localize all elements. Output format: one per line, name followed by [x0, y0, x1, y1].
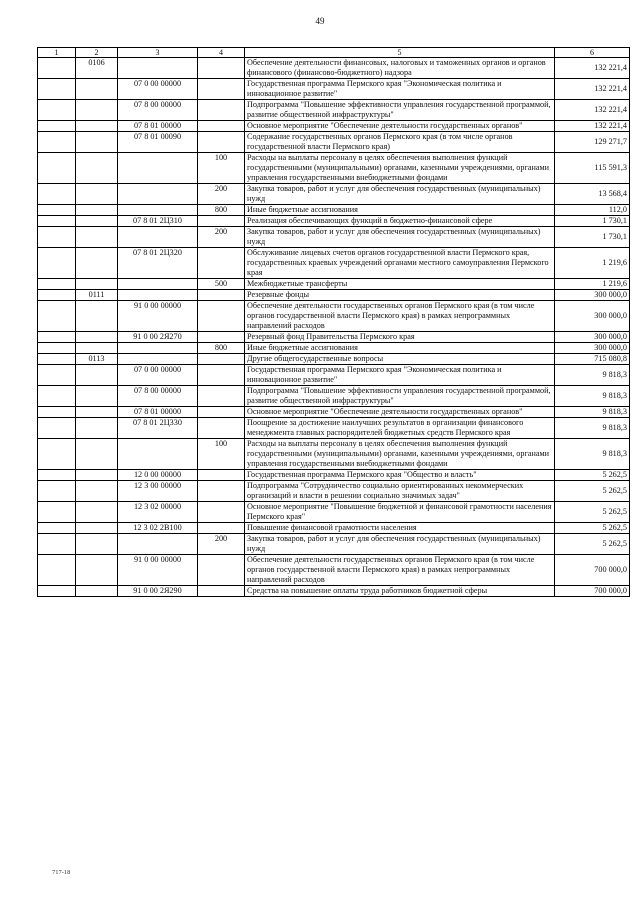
- target-article-cell: 07 8 01 2Ц320: [118, 248, 198, 279]
- ministry-code-cell: [38, 332, 76, 343]
- expense-type-cell: [198, 248, 245, 279]
- item-name-cell: Обеспечение деятельности государственных органов Пермского края (в том числе органов государственной власти Пермского края) в рамках непрограммных направлений расходов: [245, 301, 555, 332]
- amount-cell: 1 219,6: [555, 279, 630, 290]
- expense-type-cell: [198, 132, 245, 153]
- section-code-cell: [76, 279, 118, 290]
- item-name-cell: Обеспечение деятельности финансовых, налоговых и таможенных органов и органов финансового (финансово-бюджетного) надзора: [245, 58, 555, 79]
- table-row: [38, 555, 630, 586]
- amount-cell: 132 221,4: [555, 79, 630, 100]
- section-code-cell: [76, 121, 118, 132]
- table-row: [38, 205, 630, 216]
- table-row: [38, 216, 630, 227]
- amount-cell: 9 818,3: [555, 439, 630, 470]
- table-header-row: [38, 48, 630, 58]
- amount-cell: 112,0: [555, 205, 630, 216]
- table-row: [38, 502, 630, 523]
- target-article-cell: 07 8 00 00000: [118, 100, 198, 121]
- amount-cell: 715 080,8: [555, 354, 630, 365]
- target-article-cell: 91 0 00 2Я290: [118, 586, 198, 597]
- target-article-cell: [118, 279, 198, 290]
- item-name-cell: Подпрограмма "Повышение эффективности управления государственной программой, развитие общественной инфраструктуры": [245, 100, 555, 121]
- expense-type-cell: [198, 100, 245, 121]
- table-row: [38, 58, 630, 79]
- section-code-cell: [76, 534, 118, 555]
- page-number: 49: [315, 16, 325, 26]
- target-article-cell: 07 8 01 00090: [118, 132, 198, 153]
- section-code-cell: [76, 184, 118, 205]
- item-name-cell: Обеспечение деятельности государственных органов Пермского края (в том числе органов государственной власти Пермского края) в рамках непрограммных направлений расходов: [245, 555, 555, 586]
- section-code-cell: [76, 439, 118, 470]
- item-name-cell: Обслуживание лицевых счетов органов государственной власти Пермского края, государственных краевых учреждений органами местного самоуправления Пермского края: [245, 248, 555, 279]
- column-header-4: 4: [198, 48, 245, 58]
- expense-type-cell: 500: [198, 279, 245, 290]
- expense-type-cell: [198, 290, 245, 301]
- section-code-cell: [76, 365, 118, 386]
- amount-cell: 132 221,4: [555, 121, 630, 132]
- table-row: [38, 365, 630, 386]
- amount-cell: 9 818,3: [555, 386, 630, 407]
- table-row: [38, 586, 630, 597]
- target-article-cell: 12 3 02 00000: [118, 502, 198, 523]
- expense-type-cell: [198, 58, 245, 79]
- table-row: [38, 470, 630, 481]
- amount-cell: 700 000,0: [555, 586, 630, 597]
- amount-cell: 5 262,5: [555, 502, 630, 523]
- item-name-cell: Подпрограмма "Сотрудничество социально ориентированных некоммерческих организаций и власти в решении социально значимых задач": [245, 481, 555, 502]
- ministry-code-cell: [38, 58, 76, 79]
- expense-type-cell: [198, 523, 245, 534]
- expense-type-cell: [198, 365, 245, 386]
- item-name-cell: Основное мероприятие "Обеспечение деятельности государственных органов": [245, 407, 555, 418]
- amount-cell: 300 000,0: [555, 332, 630, 343]
- expense-type-cell: [198, 386, 245, 407]
- item-name-cell: Основное мероприятие "Повышение бюджетной и финансовой грамотности населения Пермского края": [245, 502, 555, 523]
- target-article-cell: 91 0 00 00000: [118, 301, 198, 332]
- ministry-code-cell: [38, 121, 76, 132]
- table-row: [38, 407, 630, 418]
- ministry-code-cell: [38, 555, 76, 586]
- ministry-code-cell: [38, 418, 76, 439]
- target-article-cell: 07 8 01 00000: [118, 407, 198, 418]
- budget-table: [37, 47, 630, 597]
- expense-type-cell: [198, 79, 245, 100]
- amount-cell: 1 730,1: [555, 227, 630, 248]
- expense-type-cell: 800: [198, 343, 245, 354]
- section-code-cell: [76, 586, 118, 597]
- amount-cell: 1 730,1: [555, 216, 630, 227]
- ministry-code-cell: [38, 470, 76, 481]
- column-header-3: 3: [118, 48, 198, 58]
- item-name-cell: Средства на повышение оплаты труда работников бюджетной сферы: [245, 586, 555, 597]
- ministry-code-cell: [38, 481, 76, 502]
- ministry-code-cell: [38, 205, 76, 216]
- table-row: [38, 301, 630, 332]
- amount-cell: 5 262,5: [555, 534, 630, 555]
- item-name-cell: Расходы на выплаты персоналу в целях обеспечения выполнения функций государственными (муниципальными) органами, казенными учреждениями, органами управления государственными внебюджетными фондами: [245, 153, 555, 184]
- ministry-code-cell: [38, 523, 76, 534]
- section-code-cell: [76, 205, 118, 216]
- amount-cell: 129 271,7: [555, 132, 630, 153]
- target-article-cell: 07 8 00 00000: [118, 386, 198, 407]
- target-article-cell: [118, 290, 198, 301]
- target-article-cell: [118, 205, 198, 216]
- ministry-code-cell: [38, 386, 76, 407]
- ministry-code-cell: [38, 79, 76, 100]
- section-code-cell: [76, 227, 118, 248]
- target-article-cell: 07 0 00 00000: [118, 365, 198, 386]
- target-article-cell: 91 0 00 2Я270: [118, 332, 198, 343]
- ministry-code-cell: [38, 586, 76, 597]
- item-name-cell: Содержание государственных органов Пермского края (в том числе органов государственной власти Пермского края): [245, 132, 555, 153]
- expense-type-cell: [198, 121, 245, 132]
- ministry-code-cell: [38, 227, 76, 248]
- section-code-cell: [76, 418, 118, 439]
- target-article-cell: [118, 227, 198, 248]
- expense-type-cell: [198, 332, 245, 343]
- table-row: [38, 290, 630, 301]
- item-name-cell: Иные бюджетные ассигнования: [245, 343, 555, 354]
- item-name-cell: Иные бюджетные ассигнования: [245, 205, 555, 216]
- table-row: [38, 439, 630, 470]
- ministry-code-cell: [38, 301, 76, 332]
- amount-cell: 700 000,0: [555, 555, 630, 586]
- ministry-code-cell: [38, 290, 76, 301]
- item-name-cell: Резервный фонд Правительства Пермского края: [245, 332, 555, 343]
- amount-cell: 9 818,3: [555, 365, 630, 386]
- section-code-cell: 0113: [76, 354, 118, 365]
- expense-type-cell: [198, 586, 245, 597]
- section-code-cell: [76, 301, 118, 332]
- expense-type-cell: 100: [198, 439, 245, 470]
- table-row: [38, 343, 630, 354]
- amount-cell: 5 262,5: [555, 470, 630, 481]
- section-code-cell: [76, 79, 118, 100]
- ministry-code-cell: [38, 407, 76, 418]
- target-article-cell: [118, 534, 198, 555]
- item-name-cell: Повышение финансовой грамотности населения: [245, 523, 555, 534]
- amount-cell: 1 219,6: [555, 248, 630, 279]
- table-row: [38, 100, 630, 121]
- section-code-cell: [76, 216, 118, 227]
- item-name-cell: Закупка товаров, работ и услуг для обеспечения государственных (муниципальных) нужд: [245, 184, 555, 205]
- ministry-code-cell: [38, 132, 76, 153]
- expense-type-cell: [198, 301, 245, 332]
- ministry-code-cell: [38, 153, 76, 184]
- item-name-cell: Резервные фонды: [245, 290, 555, 301]
- expense-type-cell: 200: [198, 534, 245, 555]
- amount-cell: 132 221,4: [555, 58, 630, 79]
- item-name-cell: Государственная программа Пермского края "Экономическая политика и инновационное развитие": [245, 365, 555, 386]
- amount-cell: 300 000,0: [555, 290, 630, 301]
- target-article-cell: [118, 439, 198, 470]
- expense-type-cell: [198, 407, 245, 418]
- ministry-code-cell: [38, 248, 76, 279]
- column-header-6: 6: [555, 48, 630, 58]
- expense-type-cell: 800: [198, 205, 245, 216]
- target-article-cell: [118, 354, 198, 365]
- ministry-code-cell: [38, 343, 76, 354]
- section-code-cell: [76, 555, 118, 586]
- section-code-cell: [76, 523, 118, 534]
- section-code-cell: [76, 481, 118, 502]
- section-code-cell: [76, 248, 118, 279]
- section-code-cell: [76, 386, 118, 407]
- section-code-cell: [76, 343, 118, 354]
- item-name-cell: Поощрение за достижение наилучших результатов в организации финансового менеджмента главных распорядителей бюджетных средств Пермского края: [245, 418, 555, 439]
- amount-cell: 5 262,5: [555, 523, 630, 534]
- expense-type-cell: [198, 470, 245, 481]
- item-name-cell: Основное мероприятие "Обеспечение деятельности государственных органов": [245, 121, 555, 132]
- expense-type-cell: [198, 502, 245, 523]
- ministry-code-cell: [38, 100, 76, 121]
- target-article-cell: [118, 58, 198, 79]
- expense-type-cell: [198, 216, 245, 227]
- item-name-cell: Государственная программа Пермского края "Общество и власть": [245, 470, 555, 481]
- table-row: [38, 227, 630, 248]
- section-code-cell: [76, 153, 118, 184]
- section-code-cell: [76, 332, 118, 343]
- amount-cell: 132 221,4: [555, 100, 630, 121]
- amount-cell: 5 262,5: [555, 481, 630, 502]
- amount-cell: 300 000,0: [555, 301, 630, 332]
- column-header-1: 1: [38, 48, 76, 58]
- ministry-code-cell: [38, 439, 76, 470]
- section-code-cell: 0106: [76, 58, 118, 79]
- amount-cell: 13 568,4: [555, 184, 630, 205]
- section-code-cell: 0111: [76, 290, 118, 301]
- target-article-cell: 07 8 01 2Ц330: [118, 418, 198, 439]
- target-article-cell: 12 0 00 00000: [118, 470, 198, 481]
- item-name-cell: Закупка товаров, работ и услуг для обеспечения государственных (муниципальных) нужд: [245, 534, 555, 555]
- expense-type-cell: [198, 555, 245, 586]
- target-article-cell: [118, 184, 198, 205]
- item-name-cell: Реализация обеспечивающих функций в бюджетно-финансовой сфере: [245, 216, 555, 227]
- expense-type-cell: [198, 354, 245, 365]
- table-row: [38, 523, 630, 534]
- target-article-cell: 91 0 00 00000: [118, 555, 198, 586]
- expense-type-cell: 200: [198, 227, 245, 248]
- section-code-cell: [76, 407, 118, 418]
- table-row: [38, 534, 630, 555]
- item-name-cell: Другие общегосударственные вопросы: [245, 354, 555, 365]
- table-row: [38, 184, 630, 205]
- target-article-cell: 07 8 01 2Ц310: [118, 216, 198, 227]
- ministry-code-cell: [38, 502, 76, 523]
- section-code-cell: [76, 502, 118, 523]
- section-code-cell: [76, 470, 118, 481]
- target-article-cell: [118, 343, 198, 354]
- table-row: [38, 481, 630, 502]
- ministry-code-cell: [38, 365, 76, 386]
- table-row: [38, 153, 630, 184]
- table-row: [38, 132, 630, 153]
- table-row: [38, 79, 630, 100]
- expense-type-cell: 200: [198, 184, 245, 205]
- ministry-code-cell: [38, 534, 76, 555]
- amount-cell: 115 591,3: [555, 153, 630, 184]
- table-row: [38, 386, 630, 407]
- item-name-cell: Подпрограмма "Повышение эффективности управления государственной программой, развитие общественной инфраструктуры": [245, 386, 555, 407]
- target-article-cell: 12 3 02 2В100: [118, 523, 198, 534]
- section-code-cell: [76, 132, 118, 153]
- expense-type-cell: [198, 481, 245, 502]
- item-name-cell: Расходы на выплаты персоналу в целях обеспечения выполнения функций государственными (муниципальными) органами, казенными учреждениями, органами управления государственными внебюджетными фондами: [245, 439, 555, 470]
- expense-type-cell: 100: [198, 153, 245, 184]
- ministry-code-cell: [38, 279, 76, 290]
- column-header-5: 5: [245, 48, 555, 58]
- table-row: [38, 248, 630, 279]
- target-article-cell: 12 3 00 00000: [118, 481, 198, 502]
- section-code-cell: [76, 100, 118, 121]
- ministry-code-cell: [38, 216, 76, 227]
- column-header-2: 2: [76, 48, 118, 58]
- table-row: [38, 354, 630, 365]
- ministry-code-cell: [38, 354, 76, 365]
- table-row: [38, 121, 630, 132]
- target-article-cell: 07 8 01 00000: [118, 121, 198, 132]
- item-name-cell: Закупка товаров, работ и услуг для обеспечения государственных (муниципальных) нужд: [245, 227, 555, 248]
- table-row: [38, 332, 630, 343]
- amount-cell: 300 000,0: [555, 343, 630, 354]
- footer-code: 717-18: [52, 869, 71, 876]
- ministry-code-cell: [38, 184, 76, 205]
- amount-cell: 9 818,3: [555, 407, 630, 418]
- item-name-cell: Государственная программа Пермского края "Экономическая политика и инновационное развитие": [245, 79, 555, 100]
- item-name-cell: Межбюджетные трансферты: [245, 279, 555, 290]
- target-article-cell: 07 0 00 00000: [118, 79, 198, 100]
- table-row: [38, 279, 630, 290]
- table-row: [38, 418, 630, 439]
- target-article-cell: [118, 153, 198, 184]
- amount-cell: 9 818,3: [555, 418, 630, 439]
- expense-type-cell: [198, 418, 245, 439]
